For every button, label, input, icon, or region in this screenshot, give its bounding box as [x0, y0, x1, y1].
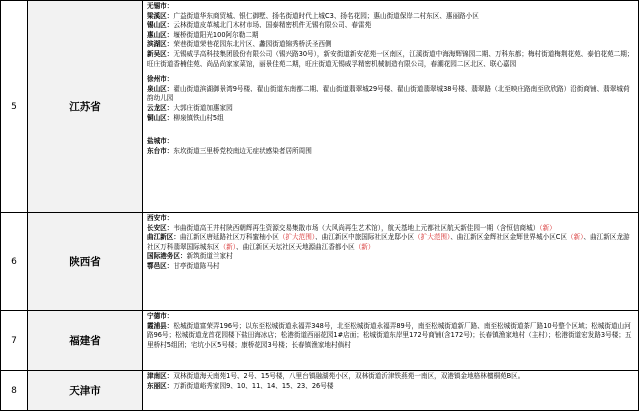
province-name: 福建省 — [28, 311, 143, 371]
area-text: 荣巷街道荣巷花园东北片区、蠡园街道锦秀桥沃圣西侧 — [173, 40, 332, 49]
highlight-tag: （新） — [219, 242, 237, 251]
highlight-tag: （新） — [354, 242, 375, 251]
city-gap — [147, 123, 635, 137]
highlight-tag: （扩大范围） — [414, 233, 451, 242]
row-number: 6 — [1, 213, 28, 311]
district-name: 云龙区： — [147, 103, 174, 112]
area-list-cell — [143, 311, 639, 371]
district-name: 惠山区： — [147, 30, 174, 39]
district-name: 津南区： — [147, 372, 174, 380]
area-text: 万新街道峪秀家园9、10、11、14、15、23、26号楼 — [173, 381, 334, 390]
table-row — [1, 213, 639, 311]
district-name: 国际港务区： — [147, 252, 187, 261]
area-text: 、曲江新区中旅国际社区龙邸小区 — [315, 233, 415, 242]
row-number: 7 — [1, 311, 28, 371]
area-text: 甘亭街道陈马村 — [173, 261, 220, 270]
district-name: 鄠邑区： — [147, 261, 174, 270]
table-row — [1, 1, 639, 213]
district-entry — [147, 262, 635, 272]
province-name: 江苏省 — [28, 1, 143, 213]
district-entry — [147, 372, 635, 382]
district-name: 滨湖区： — [147, 40, 174, 49]
area-text: 云林街道皮革城北门木材市场、国泰精密机件无锡有限公司、春雷苑 — [173, 21, 372, 30]
area-text: 大郭庄街道加惠家园 — [173, 103, 233, 112]
city-name: 盐城市： — [147, 137, 174, 146]
highlight-tag: （扩大范围） — [278, 233, 316, 242]
area-text: 东坎街道三里桥党校南边无症状感染者居所周围 — [173, 146, 312, 155]
city-name: 无锡市： — [147, 2, 174, 10]
district-name: 新吴区： — [147, 49, 174, 58]
district-name: 曲江新区： — [147, 233, 180, 242]
district-entry — [147, 224, 635, 234]
area-text: 堰桥街道阳光100阿尔勒二期 — [173, 30, 259, 39]
district-entry — [147, 104, 635, 114]
district-entry — [147, 147, 635, 157]
area-text: 曲江新区唐延路社区万科蜜柚小区 — [179, 233, 279, 242]
area-text: 双林街道海天南苑1号、2号、15号楼，八里台镇融湖苑小区，双林街道沂津铁燕苑一南区，双港镇金地格林檀桐苑B区。 — [173, 372, 525, 380]
area-text: 松城街道富荣弄196号；以东至松城街道永福弄348号，北至松城街道永福弄89号，南至松城街道新厂路、南至松城街道茶厂路10号整个区域；松城街道山河路96号；松城街道龙首花园楼下盐田海冰店；松港街道西丽花园1#店面；松城街道东岸里172号商铺(含172号)；长春镇渔家地村（主村）；松港街道宏发路3号楼；五里桥村5组团；宅坑小区5号楼；康桥花园3号楼；长春镇渔家地村倘村 — [147, 321, 632, 349]
table-row — [1, 311, 639, 371]
area-text: 、曲江新区天坛社区天地源曲江香都小区 — [236, 242, 355, 251]
area-list-cell — [143, 371, 639, 411]
area-list-cell — [143, 1, 639, 213]
province-name: 陕西省 — [28, 213, 143, 311]
area-text: 韦曲街道高王井村陕西朝辉再生资源交易集散市场（大风尚再生艺术馆），航天基地上元都社区航天新佳园一期（含恒信商城） — [173, 223, 540, 232]
province-name: 天津市 — [28, 371, 143, 411]
area-text: 新筑街道兰家村 — [186, 252, 233, 261]
area-text: 翟山街道滨湖御景湾9号楼、翟山街道东南都二期、翟山街道翡翠城29号楼、翟山街道翡翠城38号楼、翡翠路（北至映庄路南至欣欣路）沿街商铺、翡翠城荷韵幼儿园 — [147, 84, 630, 103]
area-text: 无锡威孚高科技集团股份有限公司（锡兴路30号），新安街道新安花苑一区南区，江溪街道中海海辉锦园二期、万科东都；梅村街道梅荆花苑、泰伯花苑二期；旺庄街道香楠佳苑、尚品尚家家菜馆，丽景佳苑二期，旺庄街道无锡威孚精密机械制造有限公司，春潮花园二区北区、联心嘉园 — [147, 49, 634, 68]
district-name: 长安区： — [147, 223, 174, 232]
district-entry — [147, 40, 635, 50]
district-name: 铜山区： — [147, 113, 174, 122]
district-name: 东台市： — [147, 146, 174, 155]
city-name: 徐州市： — [147, 75, 174, 84]
district-entry — [147, 382, 635, 392]
district-name: 锡山区： — [147, 21, 174, 30]
row-number: 8 — [1, 371, 28, 411]
area-text: 广益街道华东商贸城、银仁御墅、扬名街道时代上城C3、扬名花园；惠山街道保岸二村东区、惠丽路小区 — [173, 11, 479, 20]
district-entry — [147, 85, 635, 104]
area-text: 、曲江新区龙游社区万科翡翠国际城东区 — [147, 233, 630, 251]
table-body — [1, 1, 639, 411]
district-name: 霞浦县： — [147, 321, 174, 330]
area-text: 、曲江新区金辉社区金辉世界城小区C区 — [450, 233, 568, 242]
district-entry — [147, 322, 635, 351]
district-name: 东丽区： — [147, 381, 174, 390]
highlight-tag: （新） — [539, 223, 556, 232]
table-row — [1, 371, 639, 411]
row-number: 5 — [1, 1, 28, 213]
district-name: 梁溪区： — [147, 11, 174, 20]
area-list-cell — [143, 213, 639, 311]
district-name: 泉山区： — [147, 84, 174, 93]
district-entry — [147, 252, 635, 262]
district-entry — [147, 31, 635, 41]
district-entry — [147, 233, 635, 252]
district-entry — [147, 12, 635, 22]
district-entry — [147, 21, 635, 31]
district-entry — [147, 50, 635, 69]
area-text: 柳泉镇铁山村5组 — [173, 113, 224, 122]
city-name: 宁德市： — [147, 312, 174, 320]
district-entry — [147, 114, 635, 124]
city-name: 西安市： — [147, 214, 174, 222]
highlight-tag: （新） — [567, 233, 584, 242]
